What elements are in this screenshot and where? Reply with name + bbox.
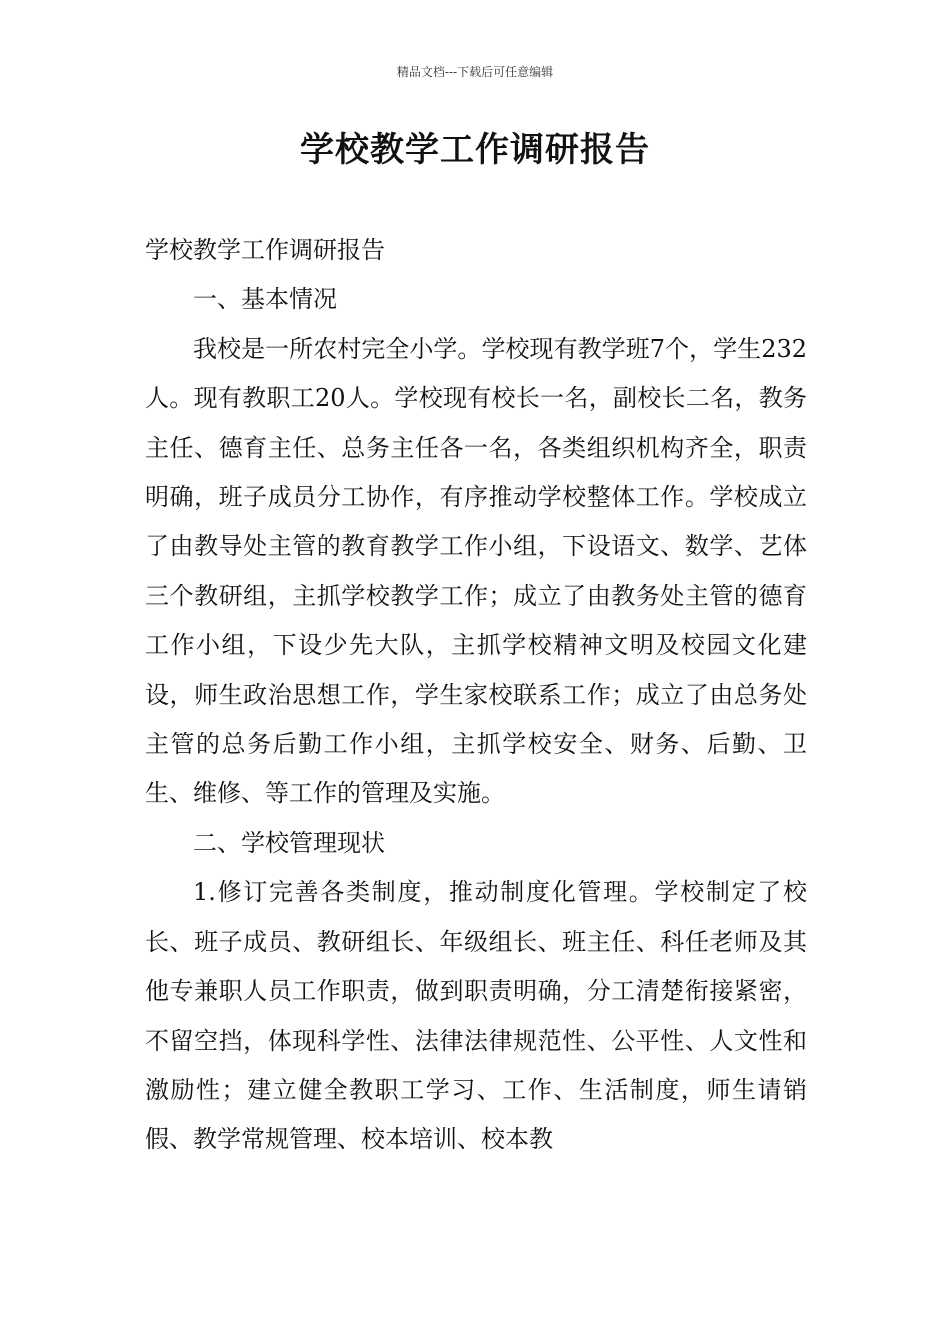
document-title: 学校教学工作调研报告 xyxy=(300,130,650,170)
header-note: 精品文档---下载后可任意编辑 xyxy=(396,65,554,79)
section-heading-basic-situation: 一、基本情况 xyxy=(193,285,337,314)
paragraph-basic-situation: 我校是一所农村完全小学。学校现有教学班7个，学生232人。现有教职工20人。学校现有校长一名，副校长二名，教务主任、德育主任、总务主任各一名，各类组织机构齐全，职责明确，班子成员分工协作，有序推动学校整体工作。学校成立了由教导处主管的教育教学工作小组，下设语文、数学、艺体三个教研组，主抓学校教学工作；成立了由教务处主管的德育工作小组，下设少先大队，主抓学校精神文明及校园文化建设，师生政治思想工作，学生家校联系工作；成立了由总务处主管的总务后勤工作小组，主抓学校安全、财务、后勤、卫生、维修、等工作的管理及实施。 xyxy=(145,334,807,808)
document-subtitle: 学校教学工作调研报告 xyxy=(145,236,385,264)
document-body xyxy=(145,226,807,1165)
section-heading-management-status: 二、学校管理现状 xyxy=(193,828,385,857)
paragraph-management-status: 1.修订完善各类制度，推动制度化管理。学校制定了校长、班子成员、教研组长、年级组长、班主任、科任老师及其他专兼职人员工作职责，做到职责明确，分工清楚衔接紧密，不留空挡，体现科学性、法律法律规范性、公平性、人文性和激励性；建立健全教职工学习、工作、生活制度，师生请销假、教学常规管理、校本培训、校本教 xyxy=(145,878,807,1154)
